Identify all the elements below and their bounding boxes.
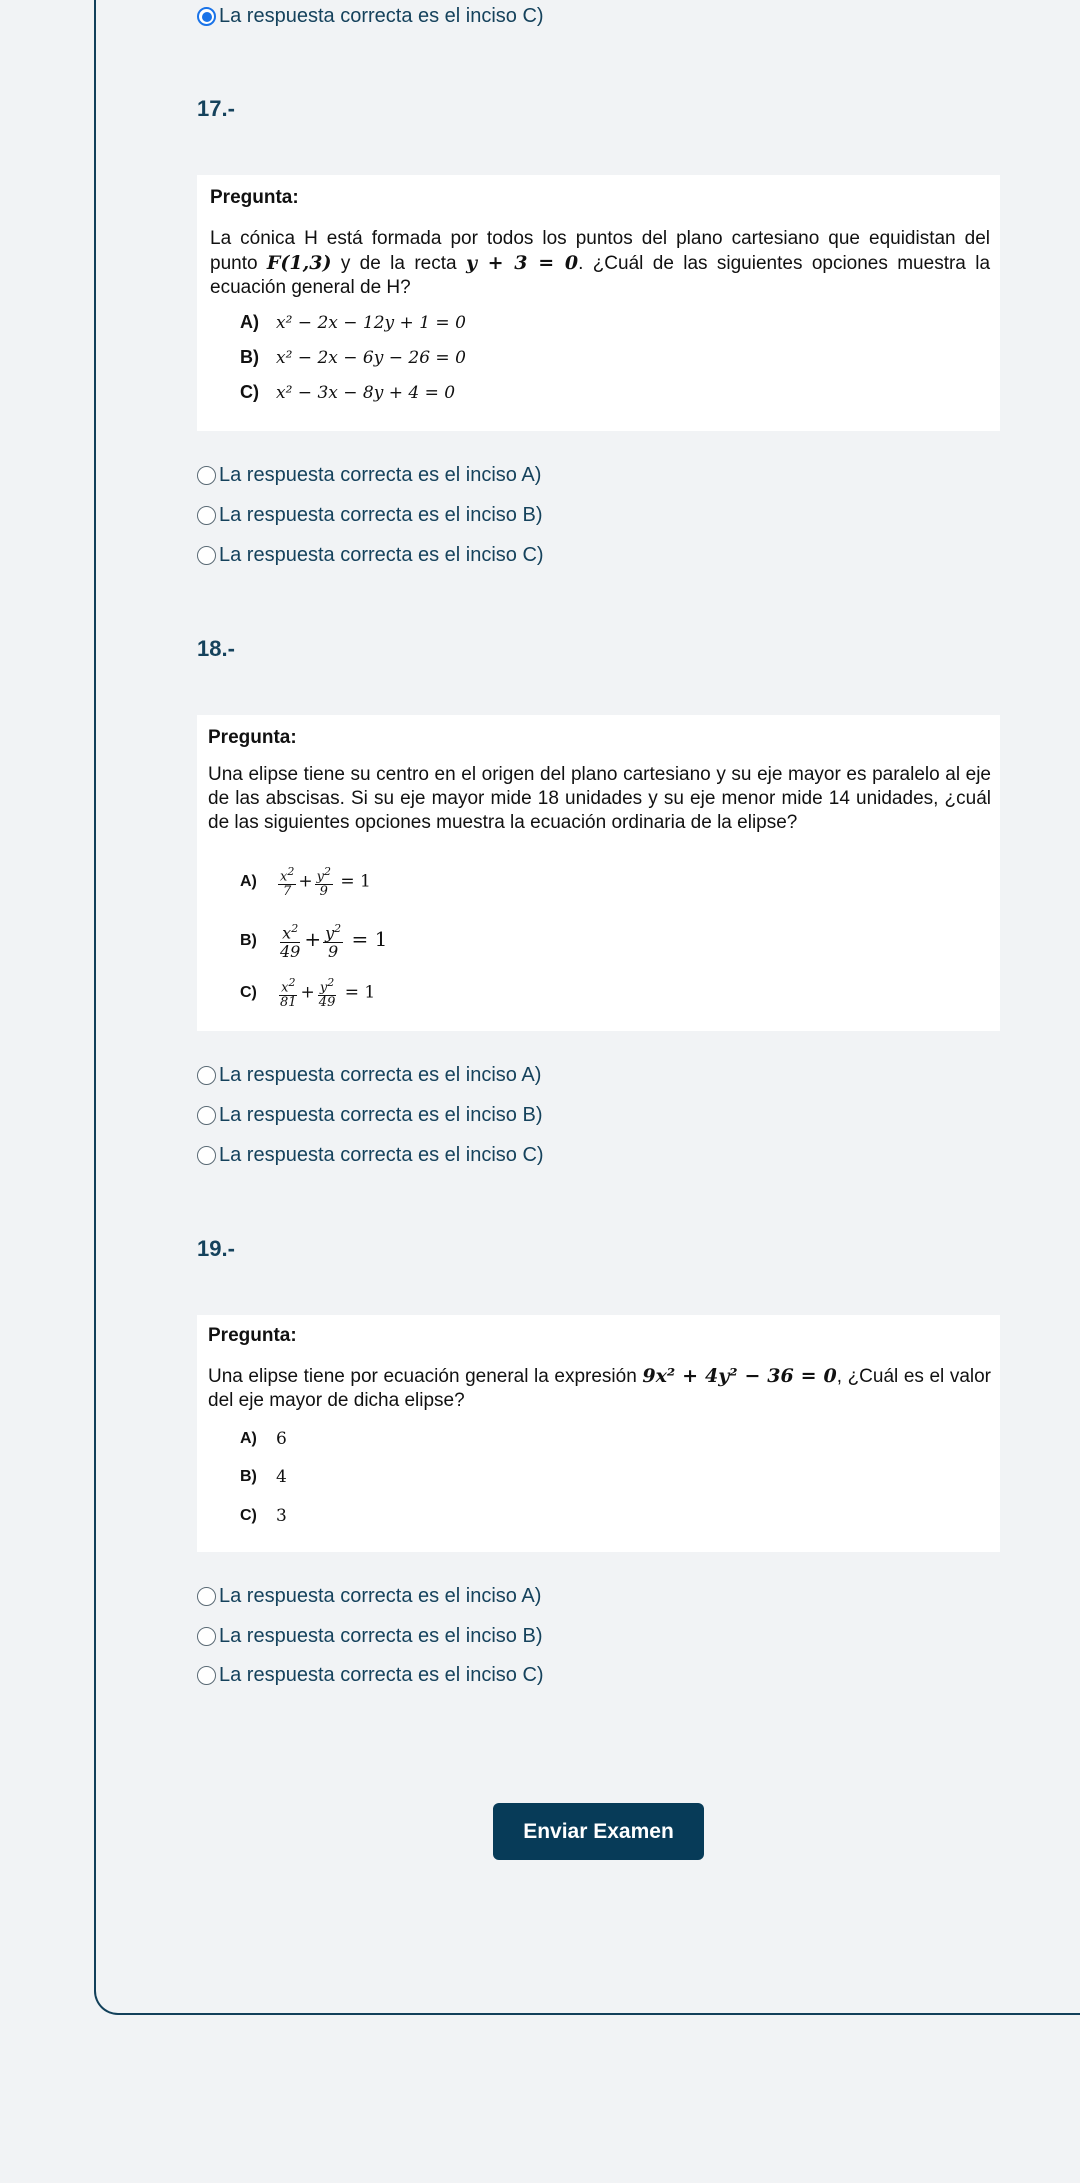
radio-icon[interactable] [197,1106,216,1125]
question-text: Una elipse tiene su centro en el origen del plano cartesiano y su eje mayor es paralelo al eje de las abscisas. Si su eje mayor mide 18 unidades y su eje menor mide 14 unidades, ¿cuál de las siguientes opciones muestra la ecuación ordinaria de la elipse? [208,764,991,833]
answer-option-19-c[interactable] [197,1664,544,1687]
answer-option-17-a[interactable] [197,464,541,487]
option-letter: A) [240,1430,257,1447]
question-card [197,175,1000,431]
option-letter: C) [240,984,257,1002]
question-text [208,1364,991,1413]
option-equation: x² − 2x − 12y + 1 = 0 [276,312,466,333]
option-value: 3 [276,1506,287,1526]
answer-label: La respuesta correcta es el inciso B) [219,1625,543,1647]
math-point: F(1,3) [266,252,332,274]
answer-label: La respuesta correcta es el inciso C) [219,544,544,566]
answer-option-16-c[interactable] [197,5,544,28]
option-b [240,1467,287,1487]
fraction-y: $\frac{y^2}{9}$ [325,922,342,962]
question-text [210,227,990,300]
option-c [240,976,375,1010]
option-letter: C) [240,1507,257,1524]
denominator-y: 9 [319,884,328,900]
question-text-part: Una elipse tiene por ecuación general la expresión [208,1366,643,1387]
answer-label: La respuesta correcta es el inciso C) [219,1664,544,1686]
option-c [240,382,455,403]
denominator-y: 49 [318,995,336,1011]
equation-rhs: = 1 [344,982,376,1003]
question-label: Pregunta: [208,1325,297,1346]
answer-option-18-a[interactable] [197,1064,541,1087]
option-value: 6 [276,1429,287,1449]
fraction-y: $\frac{y^2}{9}$ [316,865,331,900]
math-ellipse-equation: 9x² + 4y² − 36 = 0 [642,1365,837,1387]
radio-icon[interactable] [197,1066,216,1085]
answer-label: La respuesta correcta es el inciso A) [219,464,542,486]
fraction-x: $\frac{x^2}{7}$ [280,865,295,900]
answer-option-17-c[interactable] [197,544,544,567]
question-label: Pregunta: [210,187,299,208]
option-a [240,865,371,899]
question-text-part: La cónica H está formada por todos los puntos del plano cartesiano que equidistan del punto [210,228,990,274]
answer-label: La respuesta correcta es el inciso A) [219,1064,542,1086]
question-label: Pregunta: [208,727,297,748]
radio-selected-icon[interactable] [197,7,216,26]
answer-option-19-a[interactable] [197,1585,541,1608]
option-equation: $\frac{x^2}{81}$ + $\frac{y^2}{49}$ = 1 [280,976,376,1011]
answer-option-18-b[interactable] [197,1104,543,1127]
option-b [240,347,466,368]
answer-label: La respuesta correcta es el inciso B) [219,504,543,526]
radio-icon[interactable] [197,546,216,565]
option-equation: $\frac{x^2}{49}$ + $\frac{y^2}{9}$ = 1 [280,922,388,962]
option-letter: B) [240,347,259,367]
option-c [240,1506,287,1526]
equation-rhs: = 1 [340,871,371,892]
option-a [240,312,466,333]
fraction-y: $\frac{y^2}{49}$ [318,976,336,1011]
option-b [240,920,387,961]
answer-label: La respuesta correcta es el inciso B) [219,1104,543,1126]
equation-rhs: = 1 [351,927,388,952]
question-number: 18.- [197,636,235,661]
option-letter: A) [240,312,259,332]
question-card [197,715,1000,1031]
radio-icon[interactable] [197,506,216,525]
denominator-x: 81 [280,995,297,1011]
option-equation: x² − 3x − 8y + 4 = 0 [276,382,456,403]
radio-icon[interactable] [197,1627,216,1646]
option-equation: $\frac{x^2}{7}$ + $\frac{y^2}{9}$ = 1 [280,865,371,900]
denominator-y: 9 [328,942,339,962]
answer-option-17-b[interactable] [197,504,543,527]
question-text-part: y de la recta [331,253,466,274]
option-letter: B) [240,1468,257,1485]
option-equation: x² − 2x − 6y − 26 = 0 [276,347,466,368]
option-a [240,1429,287,1449]
question-text-part: . ¿Cuál de las siguientes opciones muestra la ecuación general de H? [210,253,991,298]
answer-label: La respuesta correcta es el inciso A) [219,1585,542,1607]
answer-label: La respuesta correcta es el inciso C) [219,5,544,27]
radio-icon[interactable] [197,1587,216,1606]
option-letter: B) [240,931,257,949]
radio-icon[interactable] [197,1146,216,1165]
denominator-x: 7 [283,884,292,900]
question-card [197,1315,1000,1552]
option-value: 4 [276,1467,287,1487]
radio-icon[interactable] [197,1666,216,1685]
option-letter: C) [240,382,259,402]
radio-icon[interactable] [197,466,216,485]
answer-label: La respuesta correcta es el inciso C) [219,1144,544,1166]
answer-option-18-c[interactable] [197,1144,544,1167]
fraction-x: $\frac{x^2}{81}$ [280,976,297,1011]
question-number: 19.- [197,1236,235,1261]
submit-exam-button[interactable]: Enviar Examen [493,1803,704,1860]
fraction-x: $\frac{x^2}{49}$ [280,922,301,962]
math-line-equation: y + 3 = 0 [465,252,579,274]
answer-option-19-b[interactable] [197,1625,543,1648]
option-letter: A) [240,873,257,891]
question-number: 17.- [197,96,235,121]
question-text-part: , ¿Cuál es el valor del eje mayor de dicha elipse? [208,1366,992,1411]
denominator-x: 49 [280,942,301,962]
